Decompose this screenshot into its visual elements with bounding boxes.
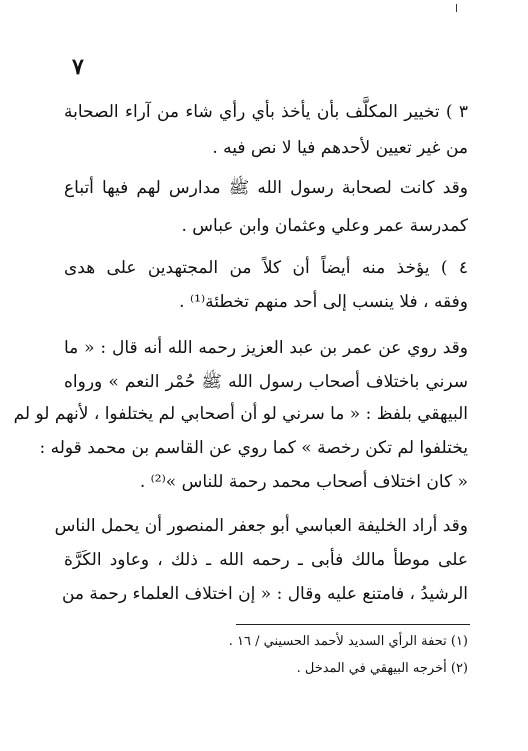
text-line: « كان اختلاف أصحاب محمد رحمة للناس »⁽²⁾ . [139,472,468,492]
text-line: البيهقي بلفظ : « ما سرني لو أن أصحابي لم يختلفوا ، لأنهم لو لم [13,404,468,424]
footnote: (٢) أخرجه البيهقي في المدخل . [296,661,468,676]
text-line: كمدرسة عمر وعلي وعثمان وابن عباس . [181,216,468,236]
text-line: وقد كانت لصحابة رسول الله ﷺ مدارس لهم فيها أتباع [64,178,468,198]
text-line: الرشيدُ ، فامتنع عليه وقال : « إن اختلاف العلماء رحمة من [61,584,468,604]
text-line: من غير تعيين لأحدهم فيا لا نص فيه . [212,138,468,158]
text-line: سرني باختلاف أصحاب رسول الله ﷺ حُمْر النعم » ورواه [64,372,468,392]
scan-mark [456,4,457,12]
footnote: (١) تحفة الرأي السديد لأحمد الحسيني / ١٦ . [228,634,468,649]
footnote-separator [236,624,470,625]
text-line: على موطأ مالك فأبى ـ رحمه الله ـ ذلك ، وعاود الكَرَّة [64,550,468,570]
text-line: وقد أراد الخليفة العباسي أبو جعفر المنصور أن يحمل الناس [54,516,468,536]
text-line: ٣ ) تخيير المكلَّف بأن يأخذ بأي رأي شاء من آراء الصحابة [64,102,468,122]
text-line: يختلفوا لم تكن رخصة » كما روي عن القاسم بن محمد قوله : [39,438,468,458]
text-line: ٤ ) يؤخذ منه أيضاً أن كلاً من المجتهدين على هدى [64,258,468,278]
text-line: وفقه ، فلا ينسب إلى أحد منهم تخطئة⁽¹⁾ . [179,292,468,312]
text-line: وقد روي عن عمر بن عبد العزيز رحمه الله أنه قال : « ما [64,338,468,358]
page-number: ٧ [72,54,84,80]
